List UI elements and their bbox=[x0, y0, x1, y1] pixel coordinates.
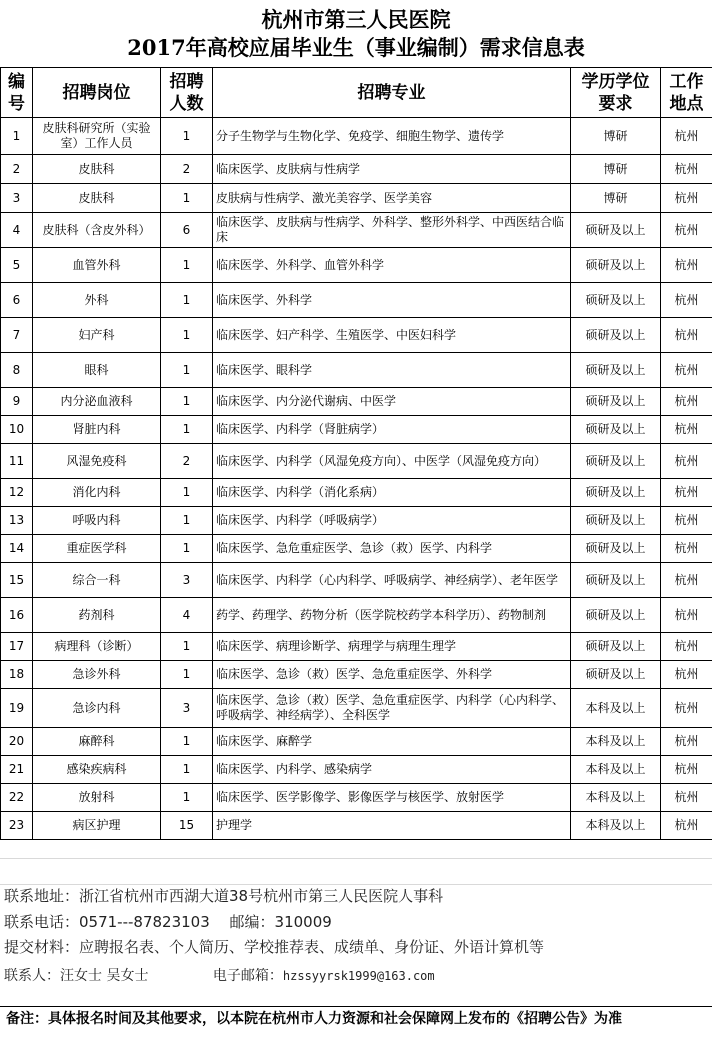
cell-major: 临床医学、内科学（呼吸病学） bbox=[213, 507, 571, 535]
cell-post: 病区护理 bbox=[33, 812, 161, 840]
cell-major: 临床医学、急危重症医学、急诊（救）医学、内科学 bbox=[213, 535, 571, 563]
cell-count: 1 bbox=[161, 535, 213, 563]
cell-major: 临床医学、内科学、感染病学 bbox=[213, 756, 571, 784]
cell-place: 杭州 bbox=[661, 155, 712, 184]
cell-place: 杭州 bbox=[661, 728, 712, 756]
page-subtitle: 2017年高校应届毕业生（事业编制）需求信息表 bbox=[127, 35, 585, 60]
cell-degree: 硕研及以上 bbox=[571, 248, 661, 283]
cell-place: 杭州 bbox=[661, 444, 712, 479]
cell-post: 肾脏内科 bbox=[33, 416, 161, 444]
cell-post: 皮肤科 bbox=[33, 184, 161, 213]
cell-post: 病理科（诊断） bbox=[33, 633, 161, 661]
recruitment-table bbox=[0, 67, 712, 840]
contact-persons-row bbox=[0, 965, 712, 987]
cell-degree: 博研 bbox=[571, 155, 661, 184]
cell-number: 19 bbox=[1, 689, 33, 728]
cell-place: 杭州 bbox=[661, 416, 712, 444]
cell-count: 1 bbox=[161, 118, 213, 155]
cell-count: 1 bbox=[161, 756, 213, 784]
cell-post: 消化内科 bbox=[33, 479, 161, 507]
cell-number: 18 bbox=[1, 661, 33, 689]
table-row bbox=[1, 184, 712, 213]
table-row bbox=[1, 507, 712, 535]
cell-count: 1 bbox=[161, 318, 213, 353]
cell-post: 皮肤科研究所（实验室）工作人员 bbox=[33, 118, 161, 155]
table-row bbox=[1, 535, 712, 563]
cell-number: 4 bbox=[1, 213, 33, 248]
cell-degree: 硕研及以上 bbox=[571, 507, 661, 535]
table-row bbox=[1, 353, 712, 388]
cell-count: 6 bbox=[161, 213, 213, 248]
cell-degree: 本科及以上 bbox=[571, 784, 661, 812]
cell-count: 2 bbox=[161, 155, 213, 184]
table-row bbox=[1, 213, 712, 248]
cell-major: 临床医学、外科学 bbox=[213, 283, 571, 318]
page-title: 杭州市第三人民医院 bbox=[261, 7, 451, 32]
cell-count: 3 bbox=[161, 563, 213, 598]
cell-major: 临床医学、皮肤病与性病学 bbox=[213, 155, 571, 184]
cell-number: 14 bbox=[1, 535, 33, 563]
cell-degree: 本科及以上 bbox=[571, 689, 661, 728]
table-row bbox=[1, 812, 712, 840]
cell-major: 临床医学、内科学（肾脏病学） bbox=[213, 416, 571, 444]
cell-count: 1 bbox=[161, 633, 213, 661]
cell-place: 杭州 bbox=[661, 756, 712, 784]
cell-major: 分子生物学与生物化学、免疫学、细胞生物学、遗传学 bbox=[213, 118, 571, 155]
cell-number: 16 bbox=[1, 598, 33, 633]
cell-place: 杭州 bbox=[661, 213, 712, 248]
cell-degree: 硕研及以上 bbox=[571, 535, 661, 563]
cell-number: 5 bbox=[1, 248, 33, 283]
cell-degree: 硕研及以上 bbox=[571, 388, 661, 416]
cell-place: 杭州 bbox=[661, 507, 712, 535]
cell-number: 12 bbox=[1, 479, 33, 507]
cell-number: 20 bbox=[1, 728, 33, 756]
cell-place: 杭州 bbox=[661, 353, 712, 388]
cell-place: 杭州 bbox=[661, 248, 712, 283]
cell-major: 临床医学、内科学（心内科学、呼吸病学、神经病学）、老年医学 bbox=[213, 563, 571, 598]
table-row bbox=[1, 479, 712, 507]
table-row bbox=[1, 661, 712, 689]
cell-place: 杭州 bbox=[661, 318, 712, 353]
cell-major: 临床医学、医学影像学、影像医学与核医学、放射医学 bbox=[213, 784, 571, 812]
cell-major: 临床医学、急诊（救）医学、急危重症医学、内科学（心内科学、呼吸病学、神经病学）、全科医学 bbox=[213, 689, 571, 728]
cell-number: 6 bbox=[1, 283, 33, 318]
cell-number: 9 bbox=[1, 388, 33, 416]
cell-place: 杭州 bbox=[661, 633, 712, 661]
cell-degree: 硕研及以上 bbox=[571, 661, 661, 689]
cell-number: 3 bbox=[1, 184, 33, 213]
cell-number: 15 bbox=[1, 563, 33, 598]
column-header-major: 招聘专业 bbox=[213, 68, 571, 118]
cell-major: 临床医学、妇产科学、生殖医学、中医妇科学 bbox=[213, 318, 571, 353]
cell-count: 1 bbox=[161, 353, 213, 388]
cell-degree: 本科及以上 bbox=[571, 756, 661, 784]
table-row bbox=[1, 598, 712, 633]
table-row bbox=[1, 728, 712, 756]
cell-post: 妇产科 bbox=[33, 318, 161, 353]
cell-degree: 硕研及以上 bbox=[571, 318, 661, 353]
cell-degree: 硕研及以上 bbox=[571, 416, 661, 444]
cell-count: 1 bbox=[161, 784, 213, 812]
cell-degree: 硕研及以上 bbox=[571, 563, 661, 598]
cell-place: 杭州 bbox=[661, 184, 712, 213]
table-row bbox=[1, 563, 712, 598]
table-row bbox=[1, 689, 712, 728]
cell-post: 血管外科 bbox=[33, 248, 161, 283]
cell-degree: 硕研及以上 bbox=[571, 479, 661, 507]
cell-major: 护理学 bbox=[213, 812, 571, 840]
table-row bbox=[1, 633, 712, 661]
cell-place: 杭州 bbox=[661, 479, 712, 507]
cell-number: 11 bbox=[1, 444, 33, 479]
cell-count: 1 bbox=[161, 507, 213, 535]
cell-major: 临床医学、麻醉学 bbox=[213, 728, 571, 756]
cell-number: 1 bbox=[1, 118, 33, 155]
table-row bbox=[1, 318, 712, 353]
cell-major: 临床医学、内科学（消化系病） bbox=[213, 479, 571, 507]
column-header-number: 编号 bbox=[1, 68, 33, 118]
cell-number: 7 bbox=[1, 318, 33, 353]
table-row bbox=[1, 248, 712, 283]
cell-degree: 硕研及以上 bbox=[571, 633, 661, 661]
cell-post: 眼科 bbox=[33, 353, 161, 388]
cell-major: 药学、药理学、药物分析（医学院校药学本科学历）、药物制剂 bbox=[213, 598, 571, 633]
cell-post: 皮肤科（含皮外科） bbox=[33, 213, 161, 248]
cell-major: 临床医学、外科学、血管外科学 bbox=[213, 248, 571, 283]
cell-post: 综合一科 bbox=[33, 563, 161, 598]
cell-count: 1 bbox=[161, 416, 213, 444]
cell-degree: 硕研及以上 bbox=[571, 283, 661, 318]
cell-place: 杭州 bbox=[661, 388, 712, 416]
column-header-count: 招聘人数 bbox=[161, 68, 213, 118]
cell-number: 2 bbox=[1, 155, 33, 184]
cell-major: 临床医学、皮肤病与性病学、外科学、整形外科学、中西医结合临床 bbox=[213, 213, 571, 248]
cell-post: 皮肤科 bbox=[33, 155, 161, 184]
email-address: hzssyyrsk1999@163.com bbox=[282, 969, 435, 983]
cell-number: 8 bbox=[1, 353, 33, 388]
cell-number: 23 bbox=[1, 812, 33, 840]
contact-phone: 联系电话：0571---87823103 邮编：310009 bbox=[4, 913, 332, 931]
table-row bbox=[1, 118, 712, 155]
cell-degree: 硕研及以上 bbox=[571, 353, 661, 388]
cell-degree: 硕研及以上 bbox=[571, 598, 661, 633]
column-header-place: 工作地点 bbox=[661, 68, 712, 118]
cell-count: 1 bbox=[161, 388, 213, 416]
cell-place: 杭州 bbox=[661, 784, 712, 812]
cell-degree: 博研 bbox=[571, 184, 661, 213]
cell-place: 杭州 bbox=[661, 563, 712, 598]
cell-place: 杭州 bbox=[661, 689, 712, 728]
cell-place: 杭州 bbox=[661, 283, 712, 318]
cell-number: 13 bbox=[1, 507, 33, 535]
cell-place: 杭州 bbox=[661, 598, 712, 633]
cell-place: 杭州 bbox=[661, 535, 712, 563]
cell-number: 10 bbox=[1, 416, 33, 444]
sheet-gridline bbox=[0, 858, 712, 859]
contact-address: 联系地址：浙江省杭州市西湖大道38号杭州市第三人民医院人事科 bbox=[4, 887, 444, 905]
email-label: 电子邮箱： bbox=[212, 968, 283, 984]
cell-count: 1 bbox=[161, 479, 213, 507]
table-row bbox=[1, 283, 712, 318]
cell-place: 杭州 bbox=[661, 661, 712, 689]
cell-post: 外科 bbox=[33, 283, 161, 318]
cell-count: 2 bbox=[161, 444, 213, 479]
cell-post: 急诊内科 bbox=[33, 689, 161, 728]
cell-number: 17 bbox=[1, 633, 33, 661]
cell-major: 临床医学、病理诊断学、病理学与病理生理学 bbox=[213, 633, 571, 661]
cell-post: 麻醉科 bbox=[33, 728, 161, 756]
cell-major: 临床医学、内科学（风湿免疫方向）、中医学（风湿免疫方向） bbox=[213, 444, 571, 479]
cell-major: 临床医学、内分泌代谢病、中医学 bbox=[213, 388, 571, 416]
cell-degree: 本科及以上 bbox=[571, 728, 661, 756]
cell-post: 呼吸内科 bbox=[33, 507, 161, 535]
table-header-row bbox=[1, 68, 712, 118]
cell-place: 杭州 bbox=[661, 812, 712, 840]
submission-materials: 提交材料：应聘报名表、个人简历、学校推荐表、成绩单、身份证、外语计算机等 bbox=[4, 938, 545, 956]
cell-post: 感染疾病科 bbox=[33, 756, 161, 784]
cell-degree: 本科及以上 bbox=[571, 812, 661, 840]
column-header-degree: 学历学位要求 bbox=[571, 68, 661, 118]
cell-count: 1 bbox=[161, 728, 213, 756]
cell-number: 21 bbox=[1, 756, 33, 784]
cell-count: 1 bbox=[161, 184, 213, 213]
cell-count: 1 bbox=[161, 283, 213, 318]
cell-major: 临床医学、眼科学 bbox=[213, 353, 571, 388]
cell-post: 药剂科 bbox=[33, 598, 161, 633]
cell-post: 风湿免疫科 bbox=[33, 444, 161, 479]
cell-count: 3 bbox=[161, 689, 213, 728]
contact-persons: 联系人：汪女士 吴女士 bbox=[4, 968, 149, 984]
cell-place: 杭州 bbox=[661, 118, 712, 155]
table-row bbox=[1, 416, 712, 444]
cell-degree: 硕研及以上 bbox=[571, 444, 661, 479]
cell-post: 重症医学科 bbox=[33, 535, 161, 563]
cell-degree: 博研 bbox=[571, 118, 661, 155]
cell-post: 急诊外科 bbox=[33, 661, 161, 689]
cell-number: 22 bbox=[1, 784, 33, 812]
cell-count: 1 bbox=[161, 661, 213, 689]
remark-note: 备注：具体报名时间及其他要求，以本院在杭州市人力资源和社会保障网上发布的《招聘公告》为准 bbox=[0, 1006, 712, 1031]
table-row bbox=[1, 388, 712, 416]
email-block bbox=[213, 965, 435, 987]
table-row bbox=[1, 155, 712, 184]
cell-degree: 硕研及以上 bbox=[571, 213, 661, 248]
cell-post: 放射科 bbox=[33, 784, 161, 812]
table-row bbox=[1, 444, 712, 479]
cell-count: 1 bbox=[161, 248, 213, 283]
table-row bbox=[1, 756, 712, 784]
cell-major: 皮肤病与性病学、激光美容学、医学美容 bbox=[213, 184, 571, 213]
cell-count: 15 bbox=[161, 812, 213, 840]
table-row bbox=[1, 784, 712, 812]
cell-post: 内分泌血液科 bbox=[33, 388, 161, 416]
cell-count: 4 bbox=[161, 598, 213, 633]
column-header-post: 招聘岗位 bbox=[33, 68, 161, 118]
cell-major: 临床医学、急诊（救）医学、急危重症医学、外科学 bbox=[213, 661, 571, 689]
